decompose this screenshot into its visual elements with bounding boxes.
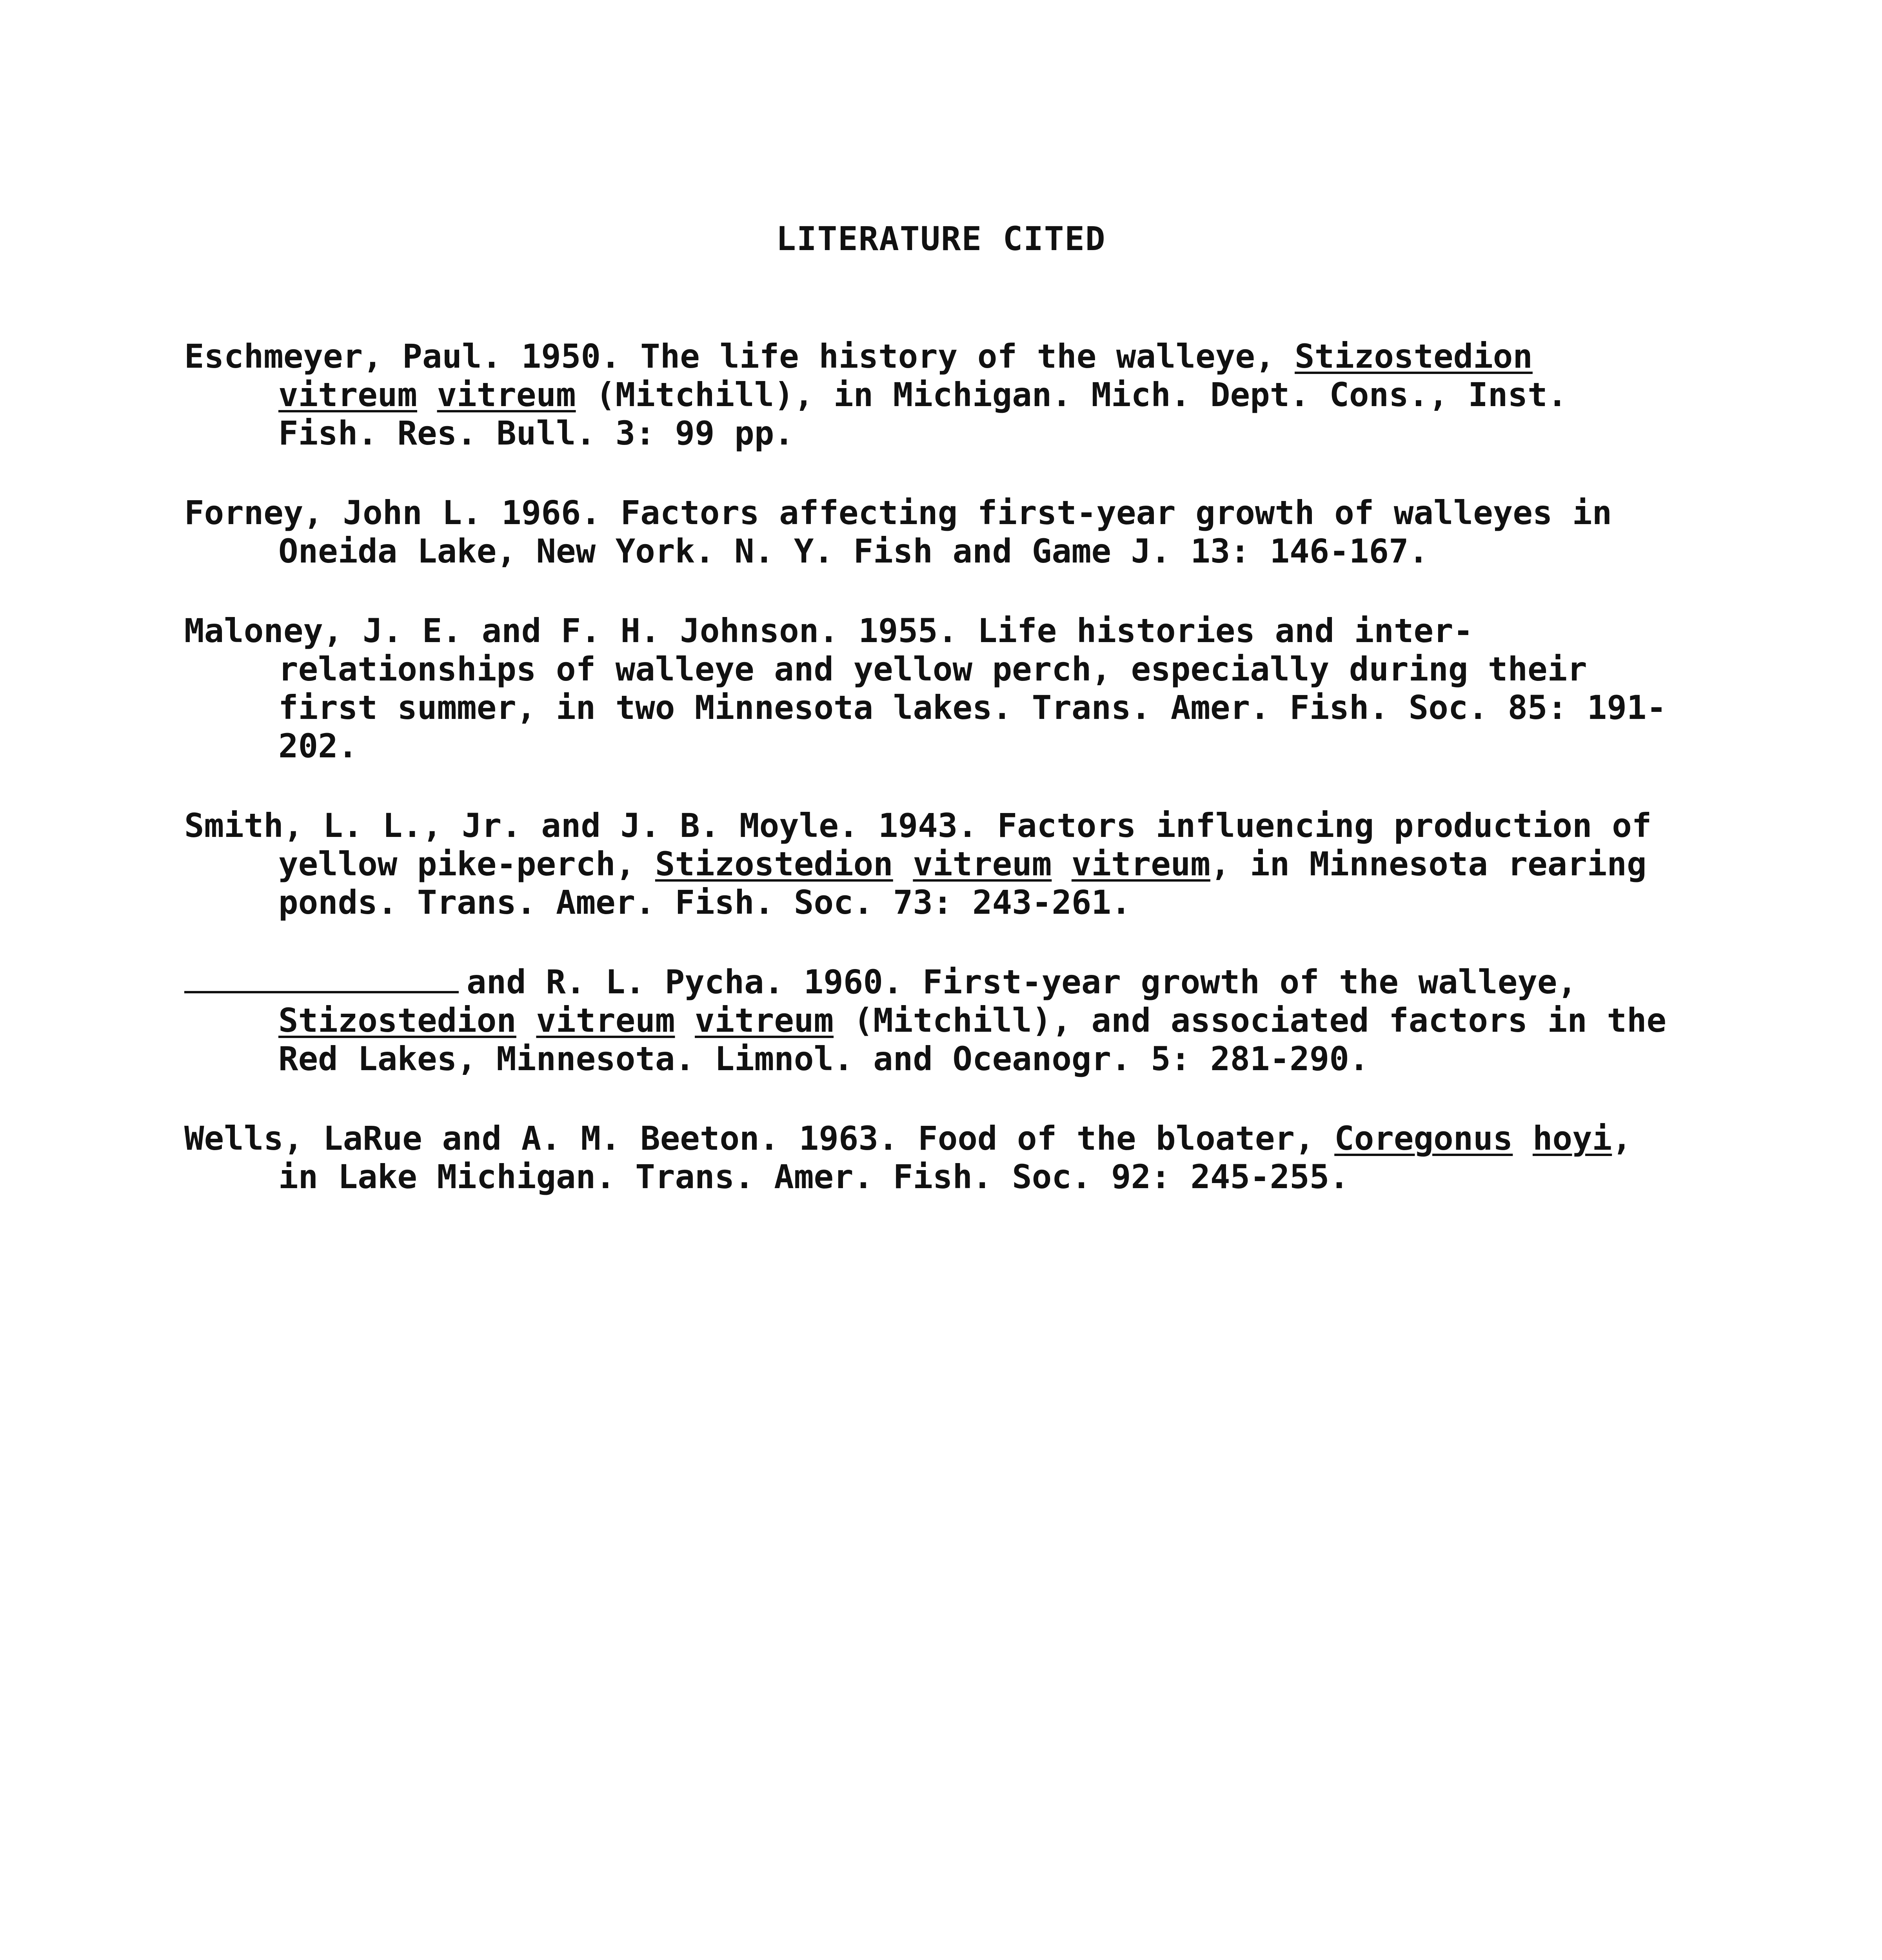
reference-species-name: vitreum: [437, 376, 576, 414]
reference-text: (Mitchill), and associated factors in the Red Lakes, Minnesota. Limnol. and Oceanogr. 5: 281-290.: [278, 1001, 1667, 1078]
reference-species-name: Stizostedion: [1295, 337, 1533, 376]
reference-text: [675, 1001, 695, 1040]
reference-species-name: hoyi: [1532, 1119, 1612, 1158]
reference-text: Wells, LaRue and A. M. Beeton. 1963. Food of the bloater,: [184, 1119, 1335, 1158]
references-list: [184, 337, 1674, 1237]
reference-entry: [184, 963, 1674, 1078]
reference-species-name: vitreum: [1071, 845, 1210, 883]
page-title: LITERATURE CITED: [776, 220, 1106, 258]
reference-entry: [184, 612, 1674, 765]
reference-text: Maloney, J. E. and F. H. Johnson. 1955. Life histories and inter-relationships of walleye and yellow perch, especially during their first summer, in two Minnesota lakes. Trans. Amer. Fish. Soc. 85: 191-202.: [184, 612, 1667, 765]
reference-text: Smith, L. L., Jr. and J. B. Moyle. 1943. Factors influencing production of yellow pike-perch,: [184, 806, 1652, 883]
reference-text: and R. L. Pycha. 1960. First-year growth of the walleye,: [467, 963, 1577, 1001]
reference-text: Forney, John L. 1966. Factors affecting first-year growth of walleyes in Oneida Lake, New York. N. Y. Fish and Game J. 13: 146-167.: [184, 494, 1612, 570]
reference-text: [893, 845, 913, 883]
reference-text: [1513, 1119, 1533, 1158]
reference-text: [516, 1001, 536, 1040]
reference-entry: [184, 494, 1674, 570]
reference-text: , in Lake Michigan. Trans. Amer. Fish. Soc. 92: 245-255.: [278, 1119, 1632, 1196]
reference-species-name: vitreum: [695, 1001, 834, 1040]
reference-entry: [184, 806, 1674, 922]
reference-species-name: Stizostedion: [278, 1001, 516, 1040]
reference-species-name: vitreum: [278, 376, 418, 414]
reference-entry: [184, 1119, 1674, 1196]
reference-text: [417, 376, 437, 414]
reference-species-name: vitreum: [913, 845, 1052, 883]
reference-text: , in Minnesota rearing ponds. Trans. Amer. Fish. Soc. 73: 243-261.: [278, 845, 1647, 922]
reference-species-name: Stizostedion: [655, 845, 893, 883]
reference-text: [1052, 845, 1072, 883]
reference-text: Eschmeyer, Paul. 1950. The life history of the walleye,: [184, 337, 1295, 376]
reference-species-name: Coregonus: [1334, 1119, 1513, 1158]
reference-text: (Mitchill), in Michigan. Mich. Dept. Cons., Inst. Fish. Res. Bull. 3: 99 pp.: [278, 376, 1568, 452]
reference-species-name: vitreum: [536, 1001, 675, 1040]
reference-entry: [184, 337, 1674, 452]
repeated-author-rule: [184, 991, 459, 993]
